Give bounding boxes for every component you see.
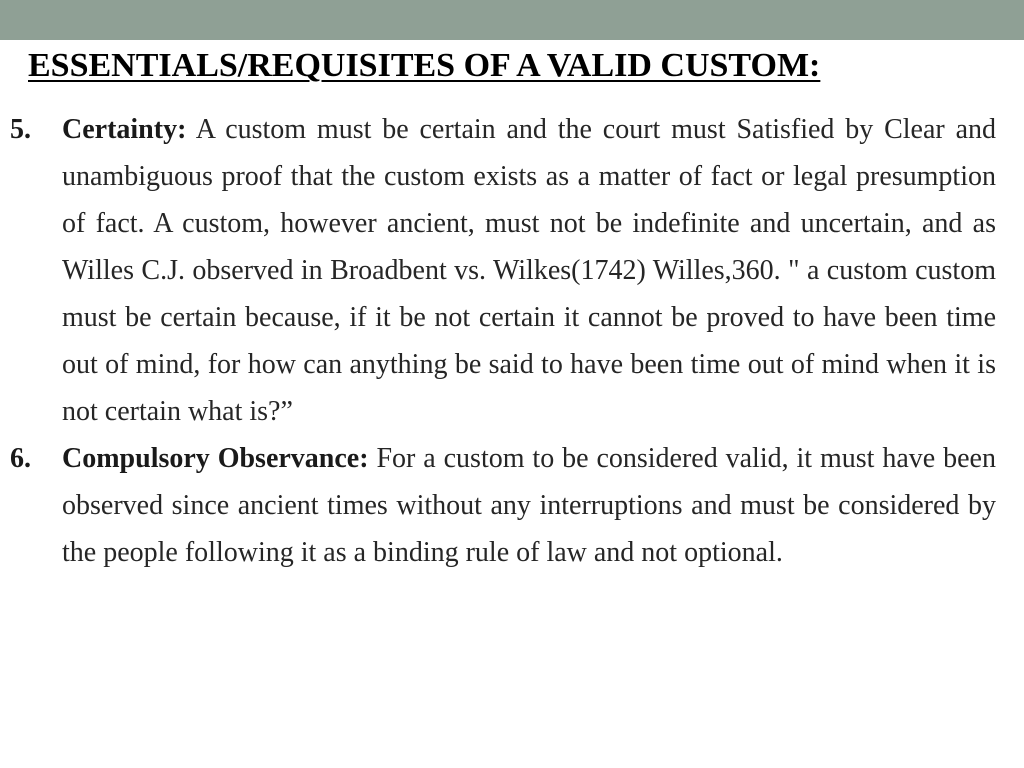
header-accent-band (0, 0, 1024, 40)
requisites-list (10, 106, 996, 576)
item-term: Certainty: (62, 114, 187, 145)
item-term: Compulsory Observance: (62, 443, 369, 474)
list-item-certainty (10, 106, 996, 435)
slide-title: ESSENTIALS/REQUISITES OF A VALID CUSTOM: (28, 47, 821, 84)
list-item-compulsory-observance (10, 435, 996, 576)
item-text: A custom must be certain and the court must Satisfied by Clear and unambiguous proof that the custom exists as a matter of fact or legal presumption of fact. A custom, however ancient, must not be indefinite and uncertain, and as Willes C.J. observed in Broadbent vs. Wilkes(1742) Willes,360. " a custom custom must be certain because, if it be not certain it cannot be proved to have been time out of mind, for how can anything be said to have been time out of mind when it is not certain what is?” (62, 114, 996, 427)
item-text: For a custom to be considered valid, it must have been observed since ancient times without any interruptions and must be considered by the people following it as a binding rule of law and not optional. (62, 443, 996, 568)
item-number: 5. (10, 114, 31, 145)
item-number: 6. (10, 443, 31, 474)
